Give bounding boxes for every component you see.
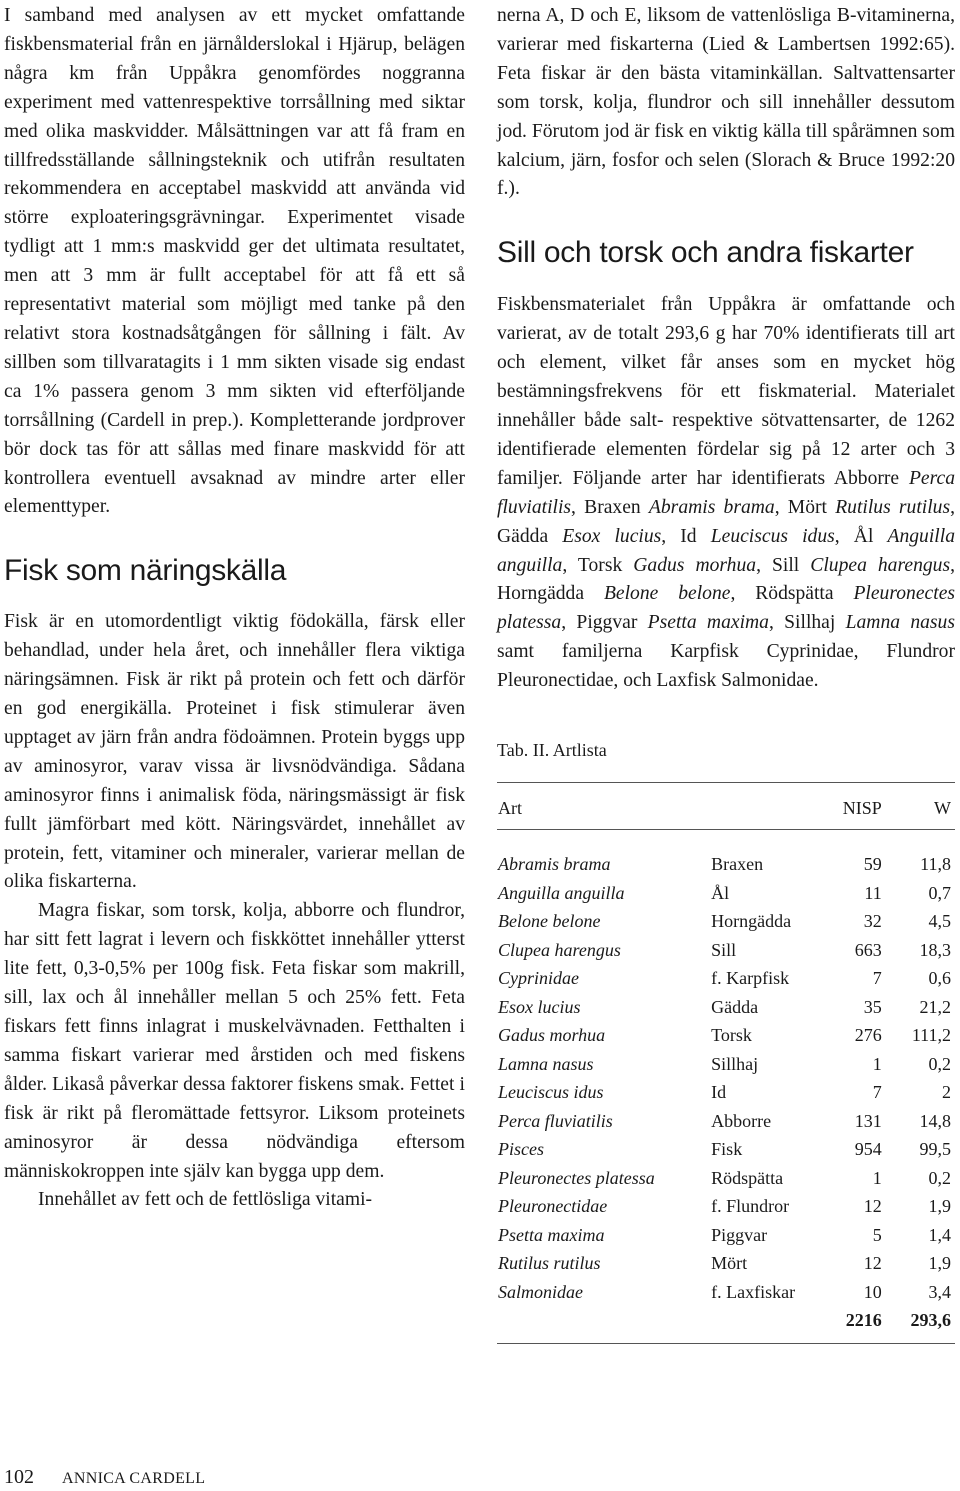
species-table: [497, 782, 955, 1344]
table-row: [497, 1107, 955, 1136]
cell-weight: 2: [942, 1082, 951, 1103]
latin-name: Anguilla anguilla: [497, 525, 955, 576]
table-total-row: [497, 1306, 955, 1343]
latin-name: Clupea harengus: [810, 554, 951, 576]
table-row: [497, 964, 955, 993]
cell-latin: Pleuronectes platessa: [498, 1167, 655, 1188]
cell-latin: Psetta maxima: [498, 1224, 605, 1245]
cell-nisp: 276: [854, 1025, 882, 1046]
species-text: , Ål: [834, 525, 888, 547]
species-text: , Rödspätta: [730, 583, 854, 605]
cell-nisp: 1: [872, 1053, 882, 1074]
cell-latin: Cyprinidae: [498, 968, 579, 989]
cell-latin: Anguilla anguilla: [498, 882, 625, 903]
cell-nisp: 663: [854, 939, 882, 960]
latin-name: Psetta maxima: [647, 612, 769, 634]
cell-weight: 1,4: [928, 1224, 951, 1245]
species-text: , Id: [661, 525, 711, 547]
species-text: , Piggvar: [561, 612, 648, 634]
cell-nisp: 11: [864, 882, 882, 903]
table-body: [497, 830, 955, 1344]
section-heading-fisk: Fisk som näringskälla: [4, 554, 287, 588]
cell-swedish: Id: [711, 1082, 727, 1103]
species-text: , Sill: [756, 554, 811, 576]
species-text: , Sillhaj: [768, 612, 846, 634]
cell-weight: 1,9: [928, 1196, 951, 1217]
cell-swedish: Torsk: [711, 1025, 752, 1046]
left-column: [4, 2, 465, 1215]
cell-weight: 1,9: [928, 1253, 951, 1274]
cell-latin: Gadus morhua: [498, 1025, 606, 1046]
cell-latin: Belone belone: [498, 911, 601, 932]
cell-nisp: 7: [872, 1082, 882, 1103]
cell-nisp: 5: [872, 1224, 882, 1245]
cell-latin: Perca fluviatilis: [498, 1110, 613, 1131]
cell-latin: Pleuronectidae: [498, 1196, 608, 1217]
right-column: [497, 2, 955, 1344]
latin-name: Gadus morhua: [633, 554, 757, 576]
cell-latin: Rutilus rutilus: [498, 1253, 601, 1274]
cell-nisp: 131: [854, 1110, 882, 1131]
species-text: samt familjerna Karpfisk Cyprinidae, Flundror Pleuronectidae, och Laxfisk Salmonidae.: [497, 641, 955, 692]
cell-swedish: Ål: [711, 882, 730, 903]
cell-nisp: 59: [863, 854, 882, 875]
cell-latin: Esox lucius: [498, 996, 581, 1017]
cell-nisp: 35: [863, 996, 882, 1017]
species-text: , Torsk: [562, 554, 634, 576]
cell-nisp: 12: [863, 1253, 882, 1274]
latin-name: Perca fluviatilis: [497, 467, 955, 518]
cell-swedish: f. Karpfisk: [711, 968, 790, 989]
header-weight: W: [882, 783, 955, 830]
cell-weight: 0,2: [928, 1167, 951, 1188]
latin-name: Belone belone: [603, 583, 731, 605]
latin-name: Abramis brama: [648, 496, 775, 518]
cell-swedish: f. Laxfiskar: [711, 1281, 796, 1302]
species-text: , Braxen: [571, 496, 649, 518]
table-row: [497, 1249, 955, 1278]
body-paragraph-1: Fisk är en utomordentligt viktig födokälla, färsk eller behandlad, under hela året, och innehåller flera viktiga näringsämnen. Fisk är rikt på protein och fett och därför en god energikälla. Proteinet i fisk stimulerar även upptaget av järn från andra födoämnen. Protein byggs upp av aminosyror, varav vissa är livsnödvändiga. Sådana aminosyror finns i animalisk föda, näringsmässigt är fisk fullt jämförbart med kött. Näringsvärdet, innehållet av protein, fett, vitaminer och mineraler, varierar mellan de olika fiskarterna.: [4, 611, 465, 893]
cell-weight: 0,6: [928, 968, 951, 989]
cell-swedish: Abborre: [711, 1110, 772, 1131]
cell-weight: 0,2: [928, 1053, 951, 1074]
cell-latin: Clupea harengus: [498, 939, 621, 960]
total-empty-cell: [497, 1306, 711, 1343]
cell-weight: 21,2: [919, 996, 951, 1017]
total-nisp: 2216: [820, 1306, 881, 1343]
cell-latin: Abramis brama: [498, 854, 611, 875]
page-number: 102: [4, 1466, 34, 1488]
cell-swedish: Horngädda: [711, 911, 792, 932]
cell-swedish: Braxen: [711, 854, 764, 875]
intro-paragraph: I samband med analysen av ett mycket omfattande fiskbensmaterial från en järnålderslokal i Hjärup, belägen några km från Uppåkra genomfördes noggranna experiment med vattenrespektive torrsållning med siktar med olika maskvidder. Målsättningen var att få fram en tillfredsställande sållningsteknik och utifrån resultaten rekommendera en acceptabel maskvidd att använda vid större exploateringsgrävningar. Experimentet visade tydligt att 1 mm:s maskvidd ger det ultimata resultatet, men att 3 mm är fullt acceptabel för att få ett så representativt material som möjligt med tanke på den relativt stora kostnadsåtgången för sållning i fält. Av sillben som tillvaratagits i 1 mm sikten visade sig endast ca 1% passera genom 3 mm sikten vid efterföljande torrsållning (Cardell in prep.). Kompletterande jordprover bör dock tas för att sållas med finare maskvidd för att kontrollera eventuell avsaknad av mindre arter eller elementtyper.: [4, 5, 465, 518]
cell-weight: 18,3: [919, 939, 951, 960]
cell-weight: 4,5: [928, 911, 951, 932]
cell-nisp: 32: [863, 911, 882, 932]
cell-weight: 99,5: [919, 1139, 951, 1160]
latin-name: Leuciscus idus: [710, 525, 835, 547]
table-row: [497, 830, 955, 879]
table-row: [497, 1078, 955, 1107]
cell-swedish: Sillhaj: [711, 1053, 759, 1074]
continued-paragraph: nerna A, D och E, liksom de vattenlösliga B-vitaminerna, varierar med fiskarterna (Lied & Lambertsen 1992:65). Feta fiskar är den bästa vitaminkällan. Saltvattensarter som torsk, kolja, flundror och sill innehåller dessutom jod. Förutom jod är fisk en viktig källa till spårämnen som kalcium, järn, fosfor och selen (Slorach & Bruce 1992:20 f.).: [497, 5, 955, 200]
table-row: [497, 1021, 955, 1050]
cell-nisp: 1: [872, 1167, 882, 1188]
latin-name: Rutilus rutilus: [835, 496, 951, 518]
species-text: , Gädda: [497, 496, 956, 547]
cell-latin: Pisces: [498, 1139, 544, 1160]
cell-nisp: 10: [863, 1281, 882, 1302]
cell-swedish: Rödspätta: [711, 1167, 784, 1188]
header-swedish: [711, 783, 820, 830]
cell-weight: 0,7: [928, 882, 951, 903]
total-empty-cell: [711, 1306, 820, 1343]
latin-name: Esox lucius: [562, 525, 662, 547]
section-heading-sill: Sill och torsk och andra fiskarter: [497, 236, 914, 270]
cell-swedish: Fisk: [711, 1139, 743, 1160]
cell-nisp: 7: [872, 968, 882, 989]
cell-weight: 3,4: [928, 1281, 951, 1302]
cell-nisp: 954: [854, 1139, 882, 1160]
cell-swedish: Mört: [711, 1253, 748, 1274]
cell-latin: Lamna nasus: [498, 1053, 594, 1074]
table-row: [497, 1192, 955, 1221]
species-intro: Fiskbensmaterialet från Uppåkra är omfattande och varierat, av de totalt 293,6 g har 70% identifierats till art och element, vilket får anses som en mycket hög bestämningsfrekvens för ett fiskmaterial. Materialet innehåller både salt- respektive sötvattensarter, de 1262 identifierade elementen fördelar sig på 12 arter och 3 familjer. Följande arter har identifierats Abborre: [497, 294, 955, 489]
table-row: [497, 1278, 955, 1307]
cell-swedish: Piggvar: [711, 1224, 768, 1245]
header-art: Art: [497, 783, 711, 830]
table-row: [497, 907, 955, 936]
author-name: ANNICA CARDELL: [62, 1470, 206, 1487]
species-text: , Mört: [774, 496, 836, 518]
body-paragraph-2: Magra fiskar, som torsk, kolja, abborre och flundror, har sitt fett lagrat i levern och fiskköttet innehåller ytterst lite fett, 0,3-0,5% per 100g fisk. Feta fiskar som makrill, sill, lax och ål innehåller mellan 5 och 25% fett. Feta fiskars fett finns inlagrat i muskelvävnaden. Fetthalten i samma fiskart varierar med årstiden och med fiskens ålder. Likaså påverkar dessa faktorer fiskens smak. Fettet i fisk är rikt på fleromättade fettsyror. Liksom proteinets aminosyror är dessa nödvändiga eftersom människokroppen inte själv kan bygga upp dem.: [4, 900, 465, 1182]
cell-weight: 11,8: [920, 854, 951, 875]
header-nisp: NISP: [820, 783, 881, 830]
total-weight: 293,6: [882, 1306, 955, 1343]
table-caption: Tab. II. Artlista: [497, 740, 607, 761]
cell-swedish: Gädda: [711, 996, 759, 1017]
species-paragraph: [497, 291, 955, 696]
cell-nisp: 12: [863, 1196, 882, 1217]
page-footer: [4, 1466, 205, 1490]
table-row: [497, 1221, 955, 1250]
table-row: [497, 879, 955, 908]
species-text: , Horngädda: [497, 554, 955, 605]
cell-swedish: Sill: [711, 939, 737, 960]
table-header-row: [497, 783, 955, 830]
cell-weight: 14,8: [919, 1110, 951, 1131]
table-row: [497, 1135, 955, 1164]
table-row: [497, 1050, 955, 1079]
table-row: [497, 993, 955, 1022]
table-row: [497, 936, 955, 965]
latin-name: Pleuronectes platessa: [497, 583, 956, 634]
cell-latin: Leuciscus idus: [498, 1082, 604, 1103]
latin-name: Lamna nasus: [845, 612, 955, 634]
table-row: [497, 1164, 955, 1193]
body-paragraph-3: Innehållet av fett och de fettlösliga vitami-: [38, 1189, 373, 1211]
cell-weight: 111,2: [911, 1025, 951, 1046]
cell-latin: Salmonidae: [498, 1281, 583, 1302]
cell-swedish: f. Flundror: [711, 1196, 790, 1217]
